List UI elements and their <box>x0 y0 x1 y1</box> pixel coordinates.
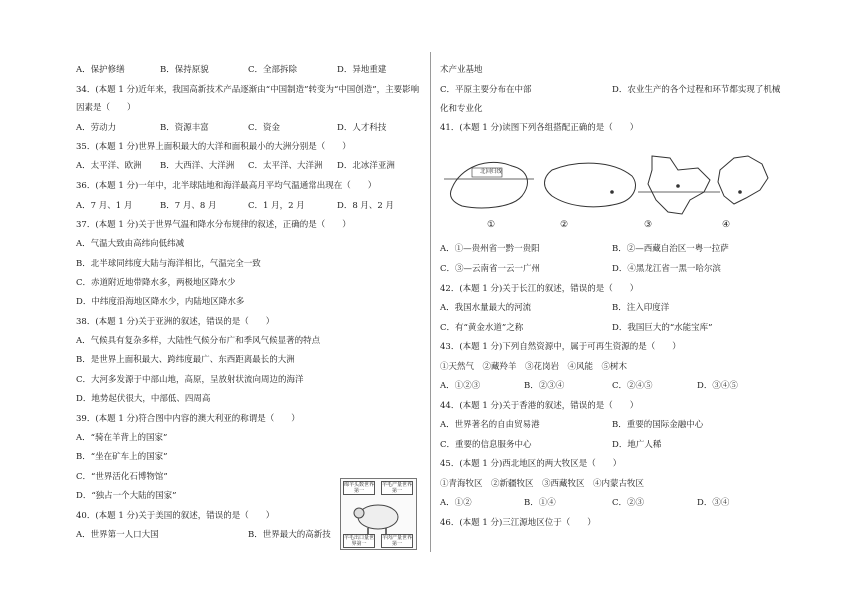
q34-stem: 34．(本题 1 分)近年来，我国高新技术产品逐渐由“中国制造”转变为“中国创造”，主要影响 <box>76 85 420 95</box>
q43-items: ①天然气 ②藏羚羊 ③花岗岩 ④风能 ⑤树木 <box>440 362 628 372</box>
q33-option-d: D．异地重建 <box>337 65 387 75</box>
q39-option-a: A．“骑在羊背上的国家” <box>76 433 168 443</box>
map-number-1: ① <box>487 220 496 230</box>
q44-option-d: D．地广人稀 <box>612 440 662 450</box>
q38-option-b: B．是世界上面积最大、跨纬度最广、东西距离最长的大洲 <box>76 355 295 365</box>
q37-option-a: A．气温大致由高纬向低纬减 <box>76 239 185 249</box>
q34-option-c: C．资金 <box>248 123 281 133</box>
q46-stem: 46．(本题 1 分)三江源地区位于（ ） <box>440 518 596 528</box>
q37-option-d: D．中纬度沿海地区降水少，内陆地区降水多 <box>76 297 245 307</box>
q42-stem: 42．(本题 1 分)关于长江的叙述，错误的是（ ） <box>440 284 639 294</box>
q42-option-d: D．我国巨大的“水能宝库” <box>612 323 713 333</box>
q35-option-c: C．太平洋、大洋洲 <box>248 161 323 171</box>
q45-stem: 45．(本题 1 分)西北地区的两大牧区是（ ） <box>440 459 622 469</box>
q37-option-c: C．赤道附近地带降水多，两极地区降水少 <box>76 278 236 288</box>
q41-option-b: B．②—西藏自治区一粤一拉萨 <box>612 244 729 254</box>
q40-option-d: D．农业生产的各个过程和环节都实现了机械 <box>612 85 781 95</box>
q40-stem: 40．(本题 1 分)关于美国的叙述，错误的是（ ） <box>76 511 275 521</box>
q35-option-d: D．北冰洋亚洲 <box>337 161 395 171</box>
q41-option-a: A．①—贵州省一黔一贵阳 <box>440 244 540 254</box>
q38-stem: 38．(本题 1 分)关于亚洲的叙述，错误的是（ ） <box>76 317 275 327</box>
q43-option-d: D．③④⑤ <box>697 381 738 391</box>
province-maps-figure <box>442 148 772 230</box>
q40-option-b: B．世界最大的高新技 <box>248 530 331 540</box>
q39-option-d: D．“独占一个大陆的国家” <box>76 491 177 501</box>
australia-sheep-figure <box>340 478 417 550</box>
q41-option-d: D．④黑龙江省一黑一哈尔滨 <box>612 264 721 274</box>
column-divider <box>430 52 431 552</box>
q44-option-b: B．重要的国际金融中心 <box>612 420 704 430</box>
q37-stem: 37．(本题 1 分)关于世界气温和降水分布规律的叙述，正确的是（ ） <box>76 220 351 230</box>
q45-option-c: C．②③ <box>612 498 645 508</box>
q44-stem: 44．(本题 1 分)关于香港的叙述，错误的是（ ） <box>440 401 639 411</box>
q36-option-b: B．7 月、8 月 <box>160 201 217 211</box>
q45-option-d: D．③④ <box>697 498 730 508</box>
q33-option-b: B．保持原貌 <box>160 65 209 75</box>
q40-option-a: A．世界第一人口大国 <box>76 530 159 540</box>
q34-stem-cont: 因素是（ ） <box>76 103 136 113</box>
q36-stem: 36．(本题 1 分)一年中，北半球陆地和海洋最高月平均气温通常出现在（ ） <box>76 181 377 191</box>
sheep-label-1: 绵羊头数世界第一 <box>344 482 375 494</box>
q41-option-c: C．③—云南省一云一广州 <box>440 264 541 274</box>
q43-stem: 43．(本题 1 分)下列自然资源中，属于可再生资源的是（ ） <box>440 342 681 352</box>
q43-option-a: A．①②③ <box>440 381 481 391</box>
q33-option-a: A．保护修缮 <box>76 65 125 75</box>
q45-items: ①青海牧区 ②新疆牧区 ③西藏牧区 ④内蒙古牧区 <box>440 479 645 489</box>
q42-option-b: B．注入印度洋 <box>612 303 670 313</box>
q34-option-a: A．劳动力 <box>76 123 117 133</box>
sheep-label-2: 羊毛产量世界第一 <box>382 482 413 494</box>
q43-option-b: B．②③④ <box>524 381 565 391</box>
q38-option-c: C．大河多发源于中部山地，高原，呈放射状流向周边的海洋 <box>76 375 304 385</box>
sheep-label-4: 羊肉产量世界第一 <box>382 535 413 547</box>
q36-option-d: D．8 月、2 月 <box>337 201 395 211</box>
q45-option-b: B．①④ <box>524 498 556 508</box>
map-number-2: ② <box>560 220 569 230</box>
q39-option-c: C．“世界活化石博物馆” <box>76 472 168 482</box>
q43-option-c: C．②④⑤ <box>612 381 653 391</box>
q38-option-a: A．气候具有复杂多样，大陆性气候分布广和季风气候显著的特点 <box>76 336 321 346</box>
q33-option-c: C．全部拆除 <box>248 65 298 75</box>
q42-option-c: C．有“黄金水道”之称 <box>440 323 524 333</box>
q38-option-d: D．地势起伏很大，中部低、四周高 <box>76 394 211 404</box>
map-number-3: ③ <box>644 220 653 230</box>
q35-option-a: A．太平洋、欧洲 <box>76 161 142 171</box>
q42-option-a: A．我国水量最大的河流 <box>440 303 532 313</box>
q40-option-d-cont: 化和专业化 <box>440 104 483 114</box>
q36-option-a: A．7 月、1 月 <box>76 201 133 211</box>
map-number-4: ④ <box>722 220 731 230</box>
q45-option-a: A．①② <box>440 498 472 508</box>
q44-option-c: C．重要的信息服务中心 <box>440 440 532 450</box>
q40-option-c: C．平原主要分布在中部 <box>440 85 532 95</box>
q41-stem: 41．(本题 1 分)读图下列各组搭配正确的是（ ） <box>440 123 639 133</box>
tropic-of-cancer-label: 北回归线 <box>480 169 503 175</box>
q40-option-b-cont: 术产业基地 <box>440 65 483 75</box>
sheep-label-3: 羊毛出口量世界第一 <box>344 535 375 547</box>
q39-option-b: B．“坐在矿车上的国家” <box>76 452 168 462</box>
q39-stem: 39．(本题 1 分)符合图中内容的澳大利亚的称谓是（ ） <box>76 414 300 424</box>
q36-option-c: C．1 月，2 月 <box>248 201 305 211</box>
q37-option-b: B．北半球同纬度大陆与海洋相比，气温完全一致 <box>76 259 261 269</box>
map-2-xizang <box>545 163 636 207</box>
map-4-heilongjiang <box>718 156 768 204</box>
map-3-yunnan <box>638 156 720 214</box>
q35-option-b: B．大西洋、大洋洲 <box>160 161 235 171</box>
q35-stem: 35．(本题 1 分)世界上面积最大的大洋和面积最小的大洲分别是（ ） <box>76 142 351 152</box>
q44-option-a: A．世界著名的自由贸易港 <box>440 420 540 430</box>
q34-option-b: B．资源丰富 <box>160 123 209 133</box>
q34-option-d: D．人才科技 <box>337 123 387 133</box>
